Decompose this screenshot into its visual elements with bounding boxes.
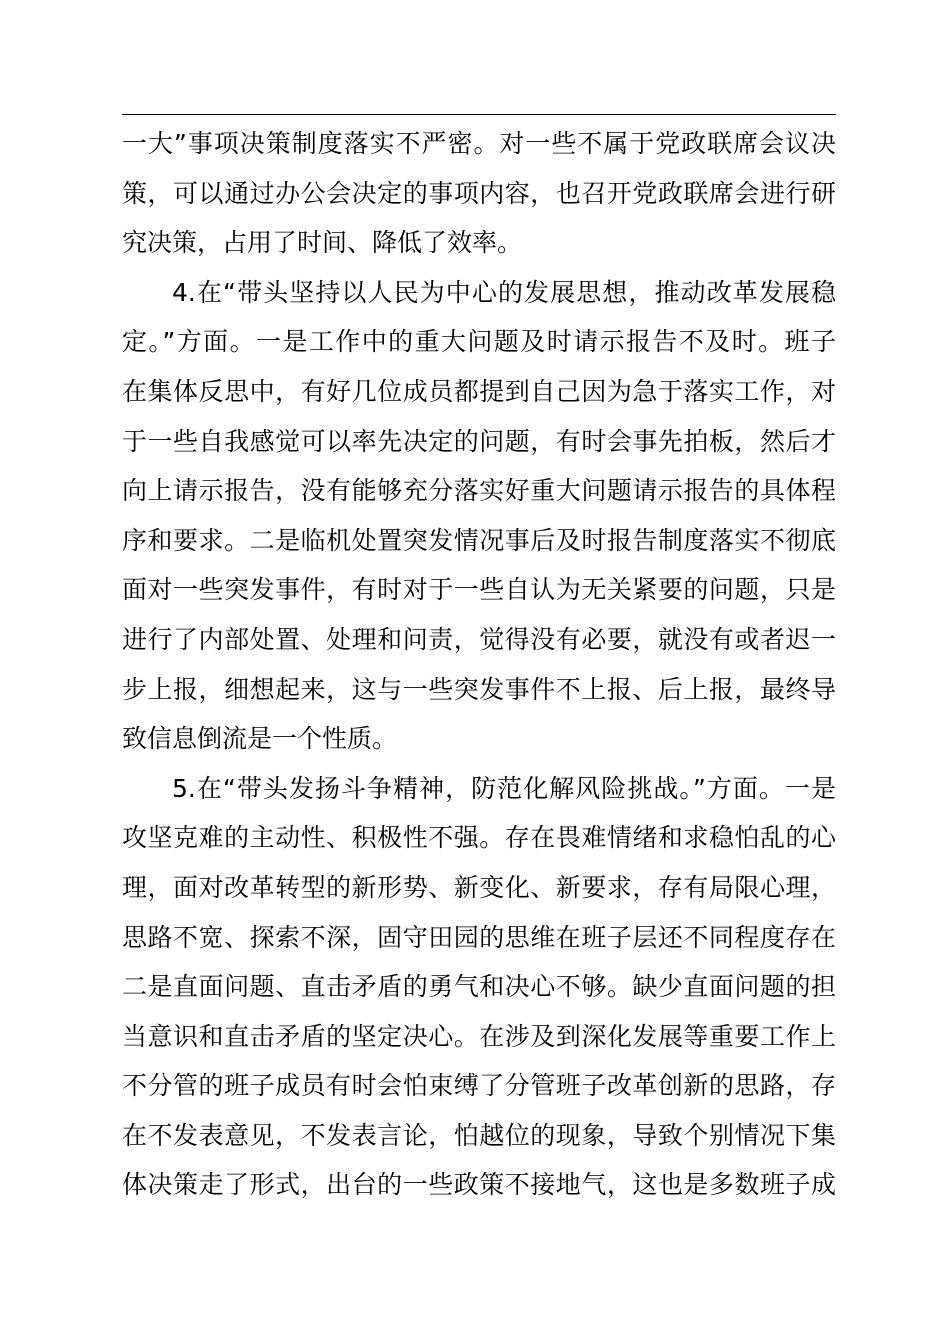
text-line: 究决策，占用了时间、降低了效率。: [122, 228, 523, 258]
text-line: 攻坚克难的主动性、积极性不强。存在畏难情绪和求稳怕乱的心: [122, 823, 836, 853]
header-rule: [122, 114, 836, 115]
text-line: 定。”方面。一是工作中的重大问题及时请示报告不及时。班子: [122, 327, 836, 357]
text-line: 体决策走了形式，出台的一些政策不接地气，这也是多数班子成: [122, 1170, 836, 1200]
text-line: 不分管的班子成员有时会怕束缚了分管班子改革创新的思路，存: [122, 1071, 836, 1101]
text-line: 理，面对改革转型的新形势、新变化、新要求，存有局限心理，: [122, 872, 836, 902]
text-line: 4.在“带头坚持以人民为中心的发展思想，推动改革发展稳: [172, 277, 836, 307]
text-line: 于一些自我感觉可以率先决定的问题，有时会事先拍板，然后才: [122, 426, 836, 456]
text-line: 二是直面问题、直击矛盾的勇气和决心不够。缺少直面问题的担: [122, 972, 836, 1002]
text-line: 策，可以通过办公会决定的事项内容，也召开党政联席会进行研: [122, 178, 836, 208]
text-line: 在集体反思中，有好几位成员都提到自己因为急于落实工作，对: [122, 376, 836, 406]
text-line: 在不发表意见，不发表言论，怕越位的现象，导致个别情况下集: [122, 1120, 836, 1150]
text-line: 思路不宽、探索不深，固守田园的思维在班子层还不同程度存在: [122, 922, 836, 952]
text-line: 进行了内部处置、处理和问责，觉得没有必要，就没有或者迟一: [122, 624, 836, 654]
text-line: 当意识和直击矛盾的坚定决心。在涉及到深化发展等重要工作上: [122, 1021, 836, 1051]
text-line: 步上报，细想起来，这与一些突发事件不上报、后上报，最终导: [122, 674, 836, 704]
text-line: 致信息倒流是一个性质。: [122, 724, 398, 754]
text-line: 5.在“带头发扬斗争精神，防范化解风险挑战。”方面。一是: [172, 773, 836, 803]
text-line: 面对一些突发事件，有时对于一些自认为无关紧要的问题，只是: [122, 575, 836, 605]
body-text: [122, 119, 836, 1210]
text-line: 一大”事项决策制度落实不严密。对一些不属于党政联席会议决: [122, 129, 836, 158]
text-line: 序和要求。二是临机处置突发情况事后及时报告制度落实不彻底: [122, 525, 836, 555]
text-line: 向上请示报告，没有能够充分落实好重大问题请示报告的具体程: [122, 476, 836, 506]
